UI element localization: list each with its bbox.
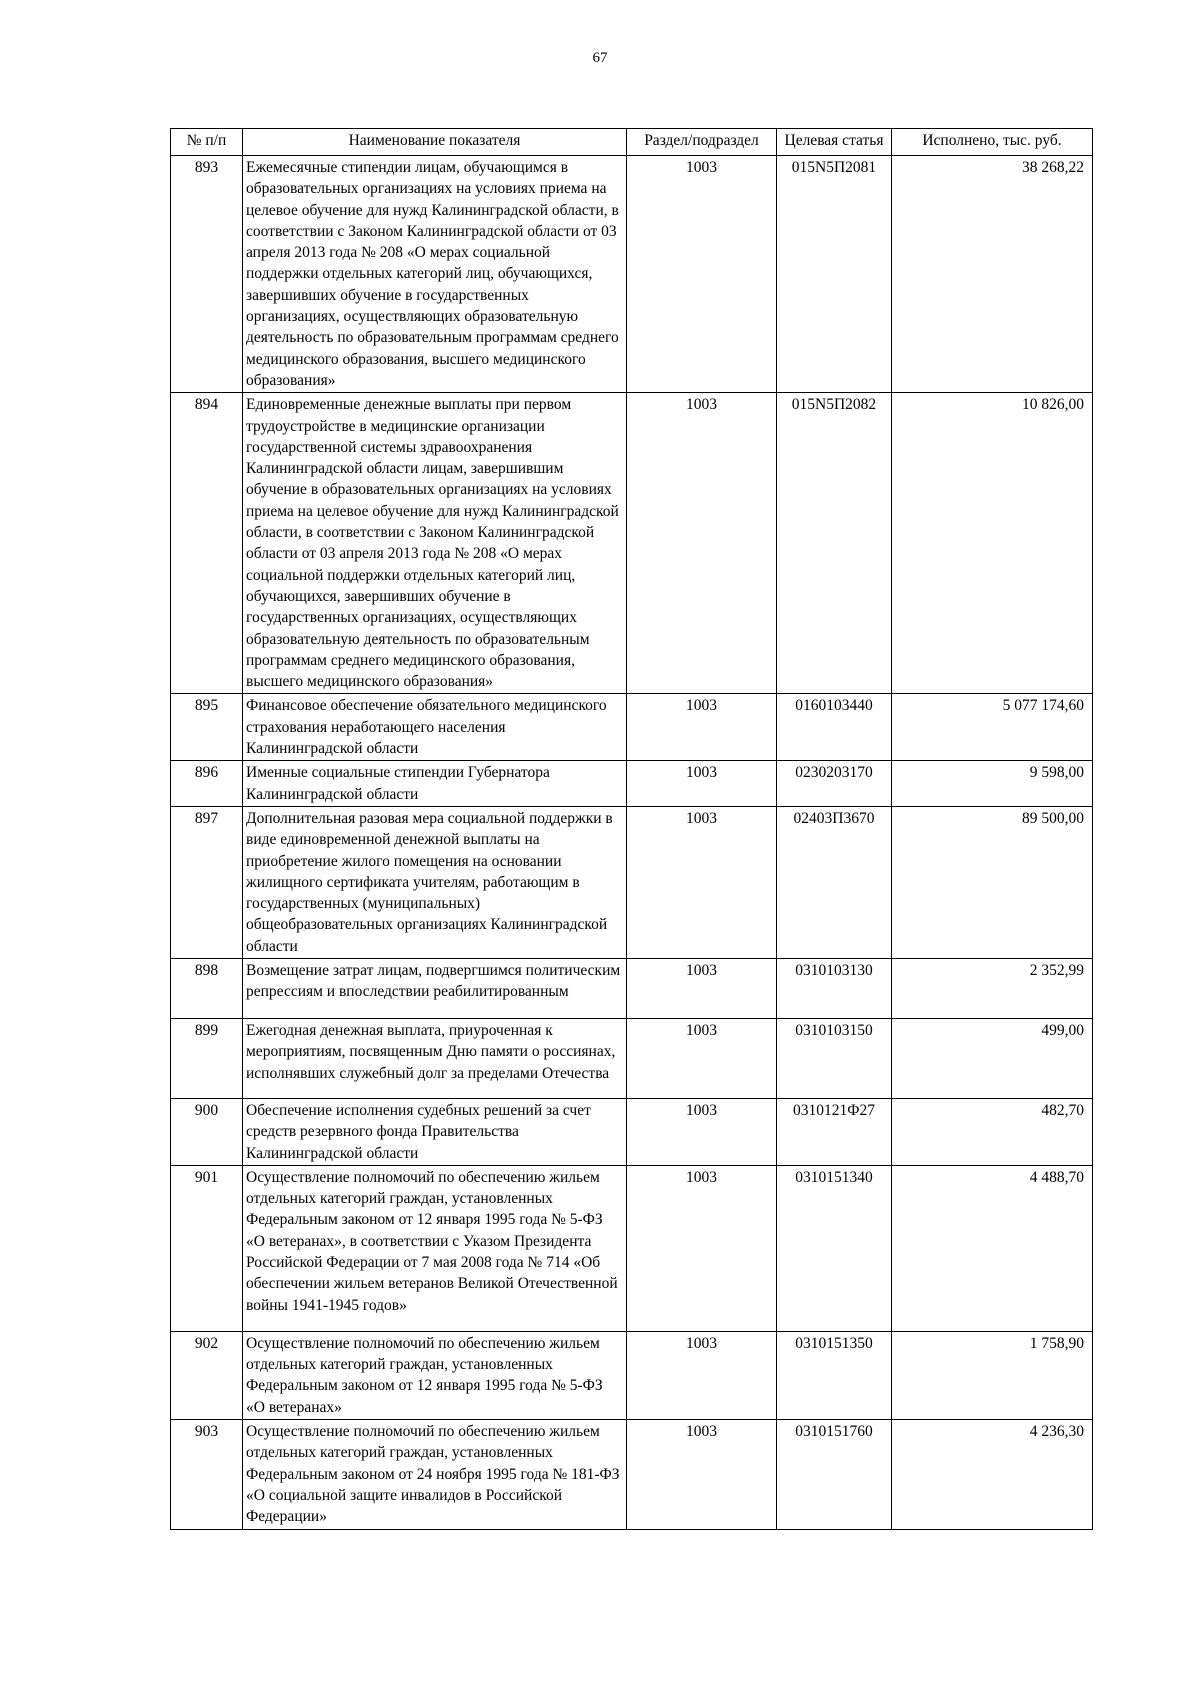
table-body [171, 156, 1093, 1530]
row-section: 1003 [627, 1331, 777, 1419]
row-target-article: 0230203170 [777, 761, 892, 807]
row-section: 1003 [627, 958, 777, 1018]
row-number: 902 [171, 1331, 243, 1419]
row-executed-amount: 1 758,90 [892, 1331, 1093, 1419]
header-target-article: Целевая статья [777, 129, 892, 156]
header-section: Раздел/подраздел [627, 129, 777, 156]
row-indicator-name: Осуществление полномочий по обеспечению жильем отдельных категорий граждан, установленных Федеральным законом от 12 января 1995 года № 5-ФЗ «О ветеранах», в соответствии с Указом Президента Российской Федерации от 7 мая 2008 года № 714 «Об обеспечении жильем ветеранов Великой Отечественной войны 1941-1945 годов» [243, 1165, 627, 1331]
row-section: 1003 [627, 1098, 777, 1165]
row-indicator-name: Обеспечение исполнения судебных решений за счет средств резервного фонда Правительства Калининградской области [243, 1098, 627, 1165]
row-indicator-name: Финансовое обеспечение обязательного медицинского страхования неработающего населения Калининградской области [243, 694, 627, 761]
row-section: 1003 [627, 1165, 777, 1331]
page-number: 67 [592, 50, 608, 66]
row-number: 893 [171, 156, 243, 393]
row-section: 1003 [627, 156, 777, 393]
row-target-article: 015N5П2082 [777, 393, 892, 694]
row-number: 901 [171, 1165, 243, 1331]
row-section: 1003 [627, 806, 777, 958]
row-executed-amount: 5 077 174,60 [892, 694, 1093, 761]
row-target-article: 0310151340 [777, 1165, 892, 1331]
row-number: 897 [171, 806, 243, 958]
table-row [171, 761, 1093, 807]
row-number: 896 [171, 761, 243, 807]
table-row [171, 806, 1093, 958]
row-indicator-name: Возмещение затрат лицам, подвергшимся политическим репрессиям и впоследствии реабилитированным [243, 958, 627, 1018]
table-row [171, 156, 1093, 393]
row-indicator-name: Дополнительная разовая мера социальной поддержки в виде единовременной денежной выплаты на приобретение жилого помещения на основании жилищного сертификата учителям, работающим в государственных (муниципальных) общеобразовательных организациях Калининградской области [243, 806, 627, 958]
row-target-article: 0310151760 [777, 1420, 892, 1529]
row-target-article: 0310121Ф27 [777, 1098, 892, 1165]
row-indicator-name: Ежегодная денежная выплата, приуроченная к мероприятиям, посвященным Дню памяти о россиянах, исполнявших служебный долг за пределами Отечества [243, 1018, 627, 1098]
row-executed-amount: 38 268,22 [892, 156, 1093, 393]
row-target-article: 0310151350 [777, 1331, 892, 1419]
table-row [171, 1165, 1093, 1331]
header-executed-amount: Исполнено, тыс. руб. [892, 129, 1093, 156]
row-indicator-name: Осуществление полномочий по обеспечению жильем отдельных категорий граждан, установленных Федеральным законом от 12 января 1995 года № 5-ФЗ «О ветеранах» [243, 1331, 627, 1419]
row-section: 1003 [627, 761, 777, 807]
row-executed-amount: 499,00 [892, 1018, 1093, 1098]
row-indicator-name: Осуществление полномочий по обеспечению жильем отдельных категорий граждан, установленных Федеральным законом от 24 ноября 1995 года № 181-ФЗ «О социальной защите инвалидов в Российской Федерации» [243, 1420, 627, 1529]
budget-execution-table [170, 128, 1093, 1530]
row-target-article: 015N5П2081 [777, 156, 892, 393]
row-executed-amount: 89 500,00 [892, 806, 1093, 958]
row-number: 903 [171, 1420, 243, 1529]
row-section: 1003 [627, 393, 777, 694]
row-target-article: 0310103150 [777, 1018, 892, 1098]
row-number: 894 [171, 393, 243, 694]
table-row [171, 694, 1093, 761]
row-number: 899 [171, 1018, 243, 1098]
row-executed-amount: 9 598,00 [892, 761, 1093, 807]
row-executed-amount: 4 488,70 [892, 1165, 1093, 1331]
table-row [171, 393, 1093, 694]
row-executed-amount: 2 352,99 [892, 958, 1093, 1018]
row-indicator-name: Единовременные денежные выплаты при первом трудоустройстве в медицинские организации государственной системы здравоохранения Калининградской области лицам, завершившим обучение в образовательных организациях на условиях приема на целевое обучение для нужд Калининградской области, в соответствии с Законом Калининградской области от 03 апреля 2013 года № 208 «О мерах социальной поддержки отдельных категорий лиц, обучающихся, завершивших обучение в государственных организациях, осуществляющих образовательную деятельность по образовательным программам среднего медицинского образования, высшего медицинского образования» [243, 393, 627, 694]
row-number: 900 [171, 1098, 243, 1165]
table-header-row [171, 129, 1093, 156]
row-executed-amount: 482,70 [892, 1098, 1093, 1165]
row-executed-amount: 4 236,30 [892, 1420, 1093, 1529]
row-section: 1003 [627, 694, 777, 761]
table-row [171, 1331, 1093, 1419]
table-row [171, 1420, 1093, 1529]
table-row [171, 1018, 1093, 1098]
row-target-article: 0310103130 [777, 958, 892, 1018]
table-row [171, 958, 1093, 1018]
row-indicator-name: Именные социальные стипендии Губернатора Калининградской области [243, 761, 627, 807]
row-section: 1003 [627, 1420, 777, 1529]
row-number: 898 [171, 958, 243, 1018]
row-indicator-name: Ежемесячные стипендии лицам, обучающимся в образовательных организациях на условиях приема на целевое обучение для нужд Калининградской области, в соответствии с Законом Калининградской области от 03 апреля 2013 года № 208 «О мерах социальной поддержки отдельных категорий лиц, обучающихся, завершивших обучение в государственных организациях, осуществляющих образовательную деятельность по образовательным программам среднего медицинского образования, высшего медицинского образования» [243, 156, 627, 393]
row-target-article: 02403П3670 [777, 806, 892, 958]
header-number: № п/п [171, 129, 243, 156]
row-number: 895 [171, 694, 243, 761]
row-executed-amount: 10 826,00 [892, 393, 1093, 694]
row-target-article: 0160103440 [777, 694, 892, 761]
row-section: 1003 [627, 1018, 777, 1098]
header-indicator-name: Наименование показателя [243, 129, 627, 156]
table-row [171, 1098, 1093, 1165]
